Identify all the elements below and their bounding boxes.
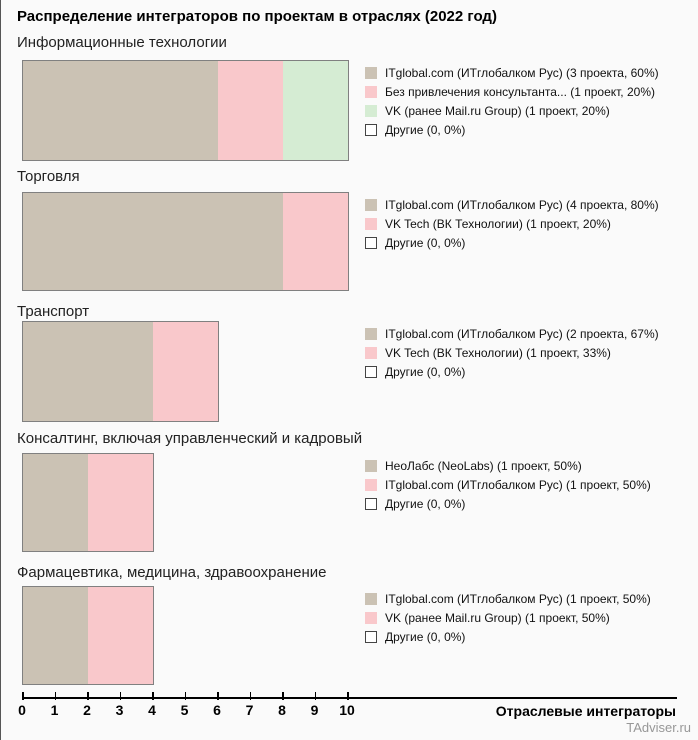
x-axis-tick-label: 1 [50, 702, 59, 718]
legend-item [365, 608, 651, 627]
stacked-bar [22, 192, 349, 291]
x-axis-tick-label: 4 [148, 702, 156, 718]
bar-segment [153, 322, 218, 421]
legend-item [365, 195, 659, 214]
x-axis-tick [152, 692, 154, 700]
legend-item [365, 101, 659, 120]
x-axis-tick [250, 692, 252, 700]
legend-swatch-icon [365, 86, 377, 98]
legend-label: Другие (0, 0%) [385, 235, 466, 250]
legend-label: Другие (0, 0%) [385, 496, 466, 511]
legend [365, 324, 659, 381]
legend-item [365, 63, 659, 82]
x-axis-tick-label: 0 [18, 702, 26, 718]
legend-label: VK (ранее Mail.ru Group) (1 проект, 20%) [385, 103, 610, 118]
bar-segment [23, 587, 88, 684]
stacked-bar [22, 60, 349, 161]
legend-label: ITglobal.com (ИТглобалком Рус) (3 проекта, 60%) [385, 65, 659, 80]
legend-item [365, 589, 651, 608]
x-axis-tick [217, 692, 219, 700]
x-axis-tick [55, 692, 57, 700]
x-axis-tick [347, 692, 349, 700]
legend-item [365, 627, 651, 646]
legend-swatch-icon [365, 498, 377, 510]
legend-label: ITglobal.com (ИТглобалком Рус) (2 проекта, 67%) [385, 326, 659, 341]
x-axis-tick-label: 10 [339, 702, 355, 718]
legend-swatch-icon [365, 366, 377, 378]
legend-item [365, 475, 651, 494]
legend [365, 589, 651, 646]
legend-swatch-icon [365, 347, 377, 359]
legend-label: НеоЛабс (NeoLabs) (1 проект, 50%) [385, 458, 582, 473]
bar-segment [23, 193, 283, 290]
bar-segment [23, 322, 153, 421]
x-axis-tick-label: 6 [213, 702, 221, 718]
legend-swatch-icon [365, 631, 377, 643]
legend [365, 63, 659, 139]
x-axis-tick-label: 5 [180, 702, 189, 718]
legend [365, 456, 651, 513]
bar-segment [283, 61, 348, 160]
stacked-bar [22, 453, 154, 552]
x-axis-tick [315, 692, 317, 700]
bar-segment [283, 193, 348, 290]
legend-swatch-icon [365, 199, 377, 211]
x-axis-tick-label: 3 [115, 702, 124, 718]
legend-item [365, 214, 659, 233]
bar-segment [88, 454, 153, 551]
bar-segment [23, 61, 218, 160]
legend-swatch-icon [365, 612, 377, 624]
legend-swatch-icon [365, 460, 377, 472]
legend-swatch-icon [365, 124, 377, 136]
x-axis-tick-label: 2 [83, 702, 91, 718]
legend-label: VK Tech (ВК Технологии) (1 проект, 33%) [385, 345, 611, 360]
section-header: Торговля [17, 168, 80, 185]
source-watermark: TAdviser.ru [626, 720, 691, 735]
legend-label: VK (ранее Mail.ru Group) (1 проект, 50%) [385, 610, 610, 625]
legend-label: ITglobal.com (ИТглобалком Рус) (1 проект, 50%) [385, 477, 651, 492]
legend-swatch-icon [365, 593, 377, 605]
stacked-bar [22, 586, 154, 685]
legend-swatch-icon [365, 105, 377, 117]
stacked-bar [22, 321, 219, 422]
section-header: Информационные технологии [17, 34, 227, 51]
legend [365, 195, 659, 252]
legend-swatch-icon [365, 67, 377, 79]
bar-segment [23, 454, 88, 551]
section-header: Консалтинг, включая управленческий и кадровый [17, 430, 363, 447]
x-axis-tick-label: 7 [245, 702, 254, 718]
legend-label: Другие (0, 0%) [385, 364, 466, 379]
legend-swatch-icon [365, 218, 377, 230]
bar-segment [218, 61, 283, 160]
legend-label: Без привлечения консультанта... (1 проект, 20%) [385, 84, 655, 99]
x-axis-tick [87, 692, 89, 700]
legend-item [365, 494, 651, 513]
legend-item [365, 456, 651, 475]
legend-label: ITglobal.com (ИТглобалком Рус) (4 проекта, 80%) [385, 197, 659, 212]
x-axis-tick [282, 692, 284, 700]
legend-label: VK Tech (ВК Технологии) (1 проект, 20%) [385, 216, 611, 231]
x-axis-title: Отраслевые интеграторы [495, 703, 676, 719]
legend-item [365, 233, 659, 252]
legend-swatch-icon [365, 328, 377, 340]
section-header: Транспорт [17, 303, 90, 320]
legend-swatch-icon [365, 237, 377, 249]
legend-label: Другие (0, 0%) [385, 122, 466, 137]
chart-title: Распределение интеграторов по проектам в отраслях (2022 год) [17, 8, 497, 25]
legend-item [365, 362, 659, 381]
legend-item [365, 82, 659, 101]
x-axis-tick [120, 692, 122, 700]
section-header: Фармацевтика, медицина, здравоохранение [17, 564, 327, 581]
legend-label: Другие (0, 0%) [385, 629, 466, 644]
x-axis-tick-label: 8 [278, 702, 286, 718]
x-axis-tick [185, 692, 187, 700]
legend-item [365, 343, 659, 362]
legend-item [365, 120, 659, 139]
bar-segment [88, 587, 153, 684]
legend-label: ITglobal.com (ИТглобалком Рус) (1 проект, 50%) [385, 591, 651, 606]
legend-item [365, 324, 659, 343]
x-axis-tick-label: 9 [310, 702, 319, 718]
x-axis-tick [22, 692, 24, 700]
legend-swatch-icon [365, 479, 377, 491]
